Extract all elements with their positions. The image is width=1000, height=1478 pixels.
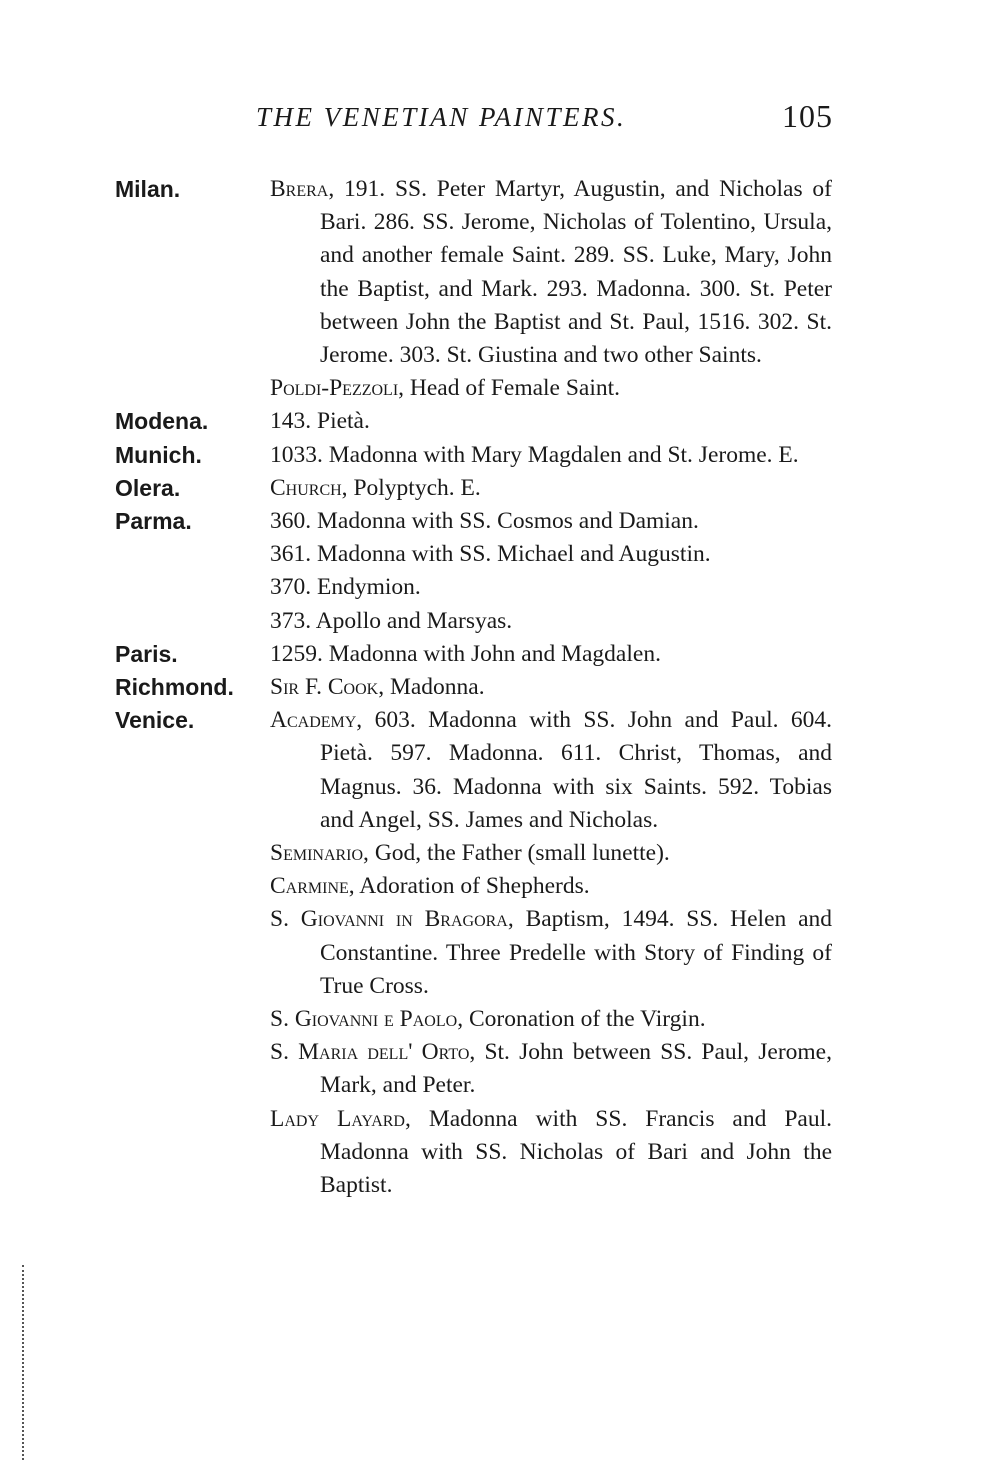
painting-list: Coronation of the Virgin. (463, 1006, 706, 1033)
painting-entry (270, 372, 832, 405)
painting-list: Adoration of Shepherds. (354, 873, 590, 900)
painting-entry (270, 472, 832, 505)
painting-entry (270, 870, 832, 903)
painting-entry (270, 903, 832, 1003)
city-entry (0, 173, 1000, 405)
city-name: Olera. (115, 474, 181, 501)
painting-list: God, the Father (small lunette). (368, 840, 670, 867)
painting-entry (270, 671, 832, 704)
painting-list: 191. SS. Peter Martyr, Augustin, and Nicholas of Bari. 286. SS. Jerome, Nicholas of Tolentino, Ursula, and another female Saint. 289. SS. Luke, Mary, John the Baptist, and Mark. 293. Madonna. 300. St. Peter between John the Baptist and St. Paul, 1516. 302. St. Jerome. 303. St. Giustina and two other Saints. (320, 176, 832, 369)
painting-list: Polyptych. E. (347, 474, 481, 501)
collection-name: Seminario, (270, 840, 369, 867)
city-name: Paris. (115, 640, 178, 667)
painting-list: 373. Apollo and Marsyas. (270, 607, 513, 634)
painting-entry (270, 1003, 832, 1036)
painting-list: 361. Madonna with SS. Michael and Augustin. (270, 541, 711, 568)
painting-entry (270, 704, 832, 837)
painting-entry (270, 605, 832, 638)
city-entry (0, 505, 1000, 638)
painting-list: 360. Madonna with SS. Cosmos and Damian. (270, 508, 699, 535)
collection-name: Carmine, (270, 873, 355, 900)
painting-entry (270, 837, 832, 870)
painting-entry (270, 1036, 832, 1102)
painting-entry (270, 439, 832, 472)
painting-list: 1259. Madonna with John and Magdalen. (270, 640, 661, 667)
margin-scan-mark (22, 1265, 27, 1460)
city-name: Richmond. (115, 674, 234, 701)
city-name: Modena. (115, 408, 209, 435)
collection-name: S. Giovanni e Paolo, (270, 1006, 464, 1033)
painting-entry (270, 173, 832, 372)
page-header (0, 98, 1000, 142)
city-entry (0, 472, 1000, 505)
painting-entry (270, 571, 832, 604)
painting-entry (270, 638, 832, 671)
painting-list: St. John between SS. Paul, Jerome, Mark, and Peter. (320, 1039, 832, 1099)
city-entry (0, 671, 1000, 704)
painting-list: Head of Female Saint. (404, 375, 621, 402)
painting-list: 1033. Madonna with Mary Magdalen and St. Jerome. E. (270, 441, 799, 468)
collection-name: Lady Layard, (270, 1105, 411, 1132)
collection-name: Sir F. Cook, (270, 674, 385, 701)
collection-name: Academy, (270, 707, 363, 734)
city-name: Parma. (115, 508, 192, 535)
collection-name: S. Giovanni in Bragora, (270, 906, 514, 933)
painting-list: Baptism, 1494. SS. Helen and Constantine. Three Predelle with Story of Finding of True Cross. (320, 906, 832, 999)
painting-entry (270, 1103, 832, 1203)
painting-entry (270, 538, 832, 571)
painting-list: Madonna with SS. Francis and Paul. Madonna with SS. Nicholas of Bari and John the Baptist. (320, 1105, 832, 1199)
painting-list: 370. Endymion. (270, 574, 421, 601)
city-name: Milan. (115, 176, 181, 202)
city-entry (0, 439, 1000, 472)
city-entry (0, 704, 1000, 1202)
city-name: Venice. (115, 707, 195, 734)
painting-list: 603. Madonna with SS. John and Paul. 604. Pietà. 597. Madonna. 611. Christ, Thomas, and Magnus. 36. Madonna with six Saints. 592. Tobias and Angel, SS. James and Nicholas. (320, 707, 832, 833)
running-title: THE VENETIAN PAINTERS. (256, 102, 627, 132)
city-entry (0, 638, 1000, 671)
painting-list: Madonna. (384, 674, 485, 701)
collection-name: Church, (270, 474, 348, 501)
city-entry (0, 405, 1000, 438)
collection-name: Poldi-Pezzoli, (270, 375, 405, 402)
city-name: Munich. (115, 441, 202, 468)
page-number: 105 (782, 98, 833, 134)
painting-index (0, 173, 1000, 1202)
collection-name: Brera, (270, 176, 335, 202)
collection-name: S. Maria dell' Orto, (270, 1039, 476, 1066)
painting-entry (270, 505, 832, 538)
painting-list: 143. Pietà. (270, 408, 370, 435)
painting-entry (270, 405, 832, 438)
